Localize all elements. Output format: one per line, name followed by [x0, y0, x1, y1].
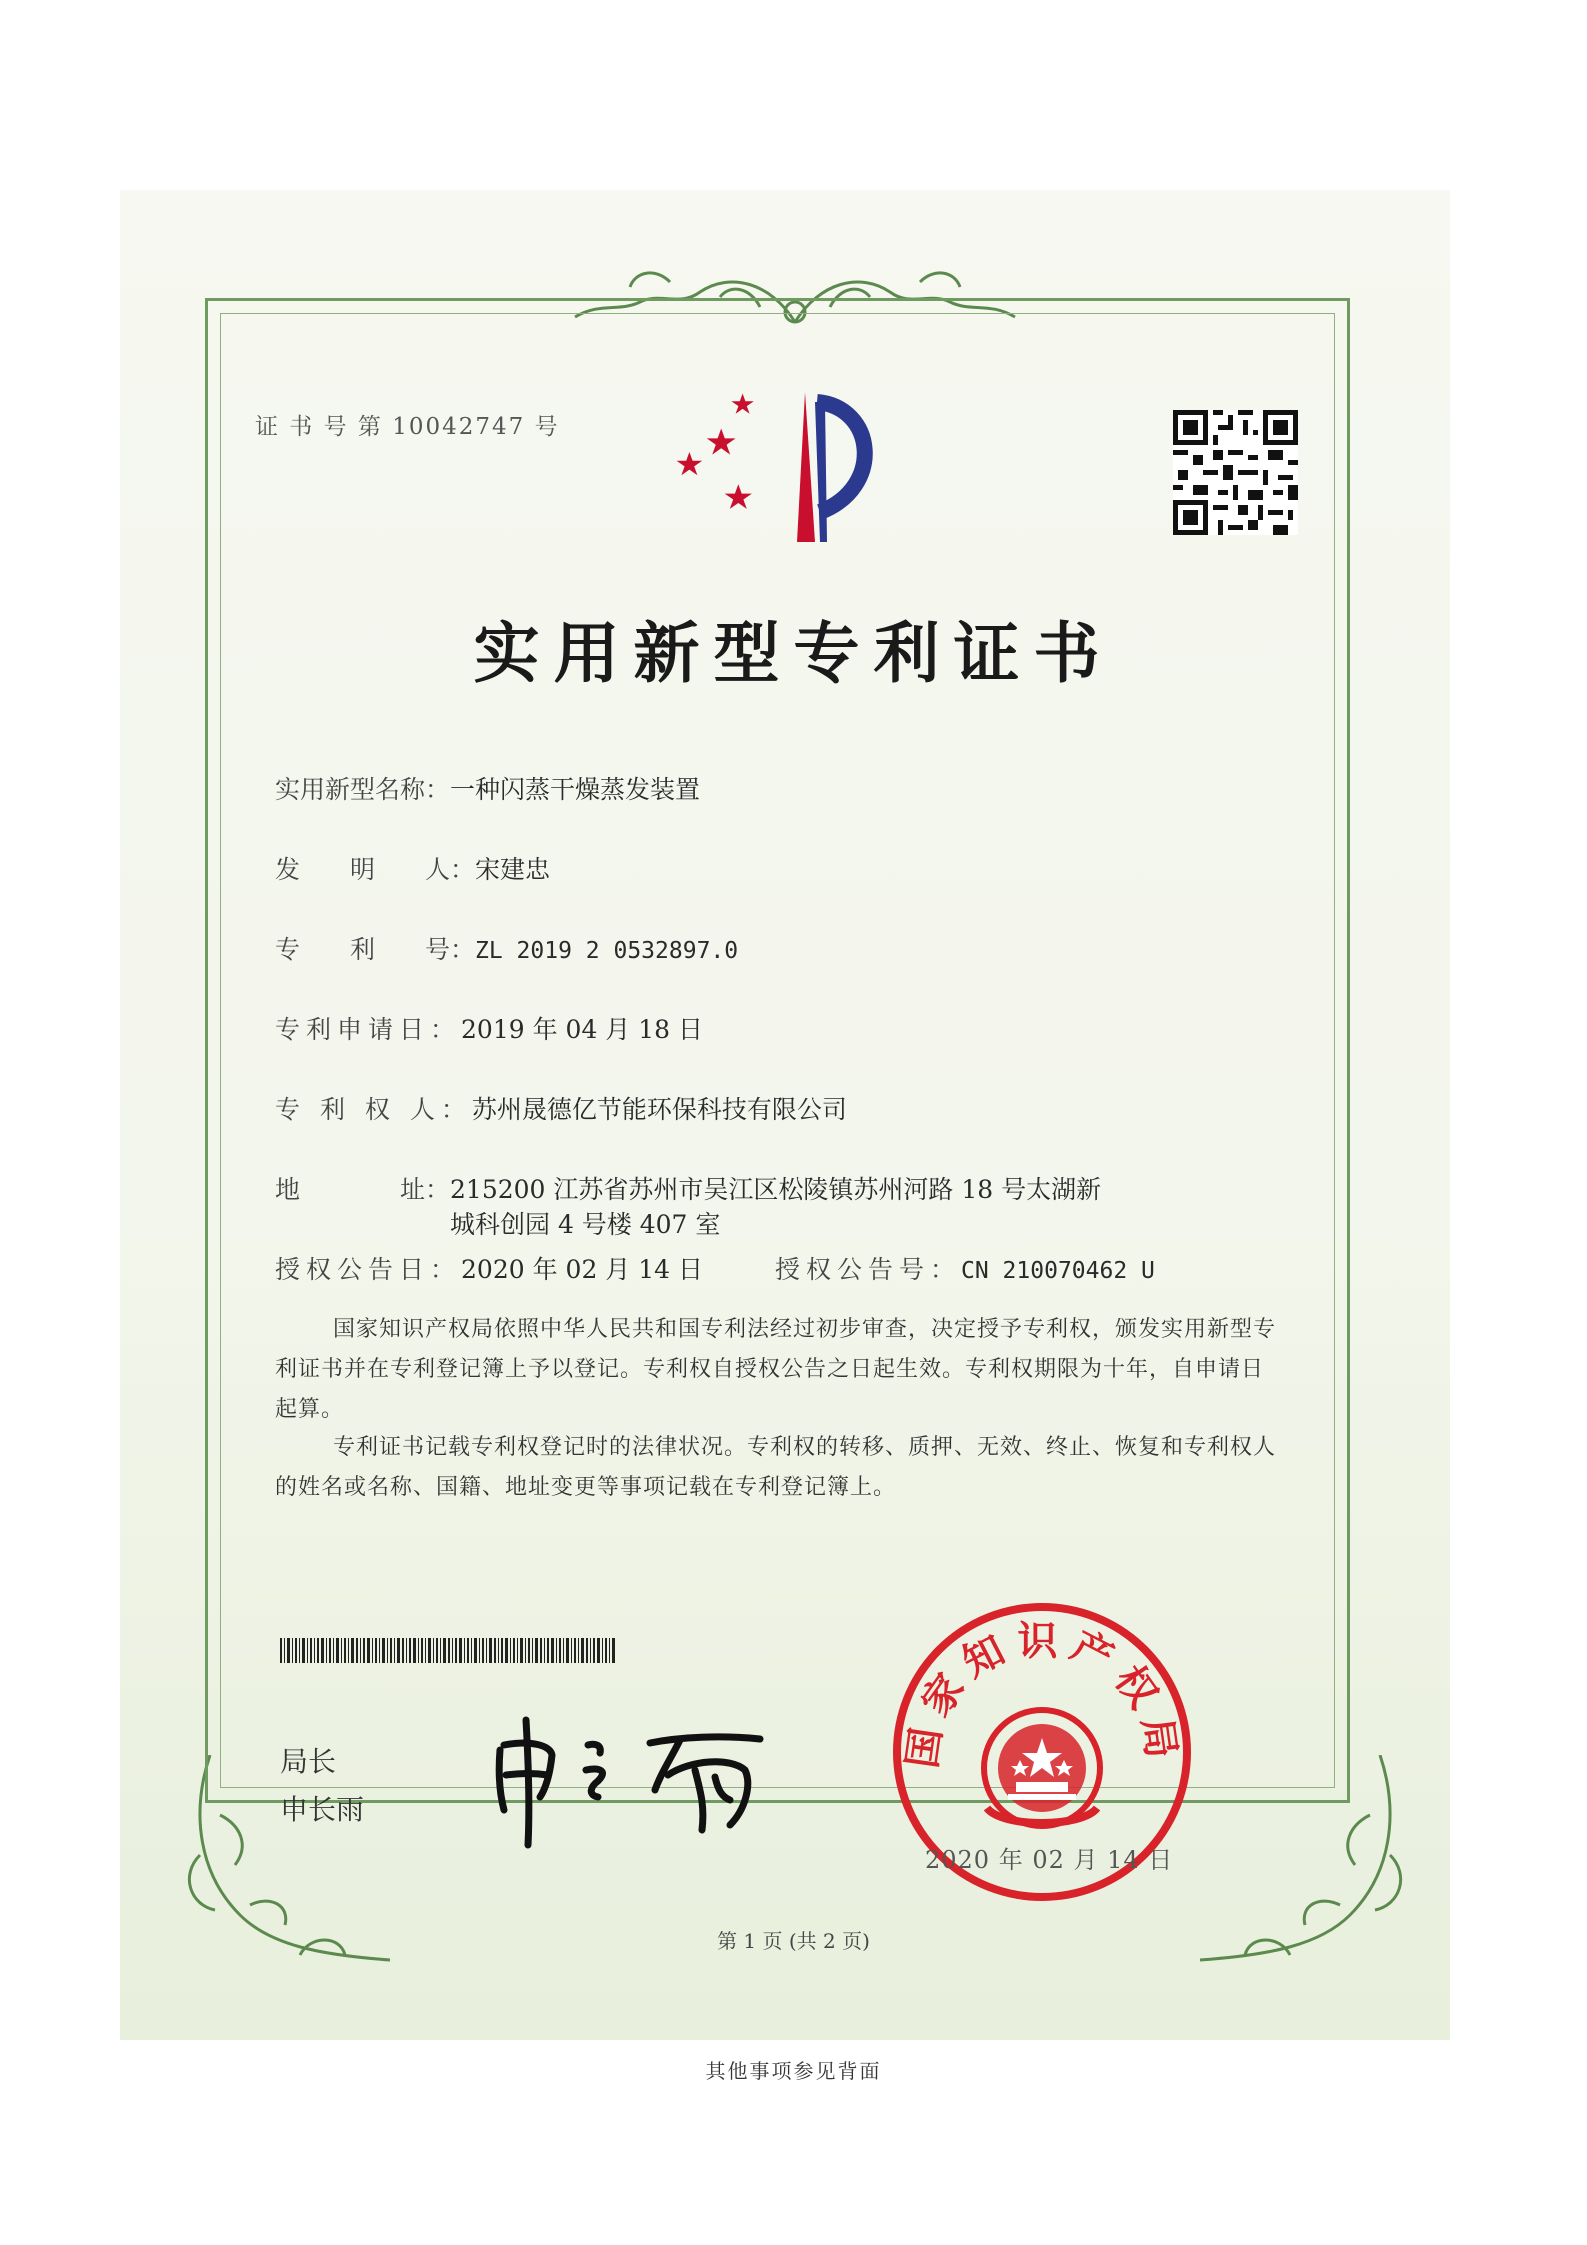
- inventor-value: 宋建忠: [475, 855, 551, 884]
- address-label: 地 址：: [275, 1175, 451, 1204]
- inventor-row: [275, 850, 550, 886]
- address-line-2: 城科创园 4 号楼 407 室: [450, 1210, 721, 1239]
- grant-number-row: [775, 1250, 1155, 1286]
- grant-number-label: 授权公告号：: [775, 1255, 962, 1284]
- cnipa-logo: [675, 392, 875, 552]
- footer-note: 其他事项参见背面: [705, 2059, 882, 2083]
- grant-date-label: 授权公告日：: [275, 1255, 462, 1284]
- patentee-row: [275, 1090, 847, 1126]
- patentee-label: 专 利 权 人：: [275, 1095, 472, 1124]
- seal-text: 国家知识产权局: [899, 1618, 1186, 1771]
- director-signature: [490, 1715, 790, 1850]
- utility-model-name-value: 一种闪蒸干燥蒸发装置: [450, 775, 701, 804]
- grant-statement-paragraph: 国家知识产权局依照中华人民共和国专利法经过初步审查，决定授予专利权，颁发实用新型专利证书并在专利登记簿上予以登记。专利权自授权公告之日起生效。专利权期限为十年，自申请日起算。: [275, 1317, 1277, 1422]
- qr-code: [1173, 410, 1298, 535]
- inventor-label: 发 明 人：: [275, 855, 476, 884]
- patent-number-value: ZL 2019 2 0532897.0: [475, 938, 739, 964]
- director-title: 局长: [280, 1745, 337, 1778]
- barcode: [280, 1638, 615, 1663]
- application-date-value: 2019 年 04 月 18 日: [461, 1015, 703, 1044]
- application-date-row: [275, 1010, 703, 1046]
- application-date-label: 专利申请日：: [275, 1015, 462, 1044]
- utility-model-name-label: 实用新型名称：: [275, 775, 451, 804]
- utility-model-name-row: [275, 770, 700, 806]
- address-line-1: 215200 江苏省苏州市吴江区松陵镇苏州河路 18 号太湖新: [450, 1175, 1102, 1204]
- legal-status-paragraph: 专利证书记载专利权登记时的法律状况。专利权的转移、质押、无效、终止、恢复和专利权人的姓名或名称、国籍、地址变更等事项记载在专利登记簿上。: [275, 1435, 1277, 1500]
- patent-number-row: [275, 930, 738, 966]
- patentee-value: 苏州晟德亿节能环保科技有限公司: [471, 1095, 847, 1124]
- certificate-title: 实用新型专利证书: [473, 614, 1114, 692]
- grant-number-value: CN 210070462 U: [961, 1258, 1155, 1284]
- address-row-2: [450, 1205, 720, 1241]
- grant-date-value: 2020 年 02 月 14 日: [461, 1255, 703, 1284]
- seal-date: 2020 年 02 月 14 日: [925, 1846, 1174, 1874]
- patent-number-label: 专 利 号：: [275, 935, 476, 964]
- page-number: 第 1 页 (共 2 页): [717, 1929, 870, 1953]
- address-row: [275, 1170, 1101, 1206]
- director-name: 申长雨: [280, 1793, 365, 1826]
- grant-date-row: [275, 1250, 703, 1286]
- certificate-number: 证 书 号 第 10042747 号: [255, 414, 560, 440]
